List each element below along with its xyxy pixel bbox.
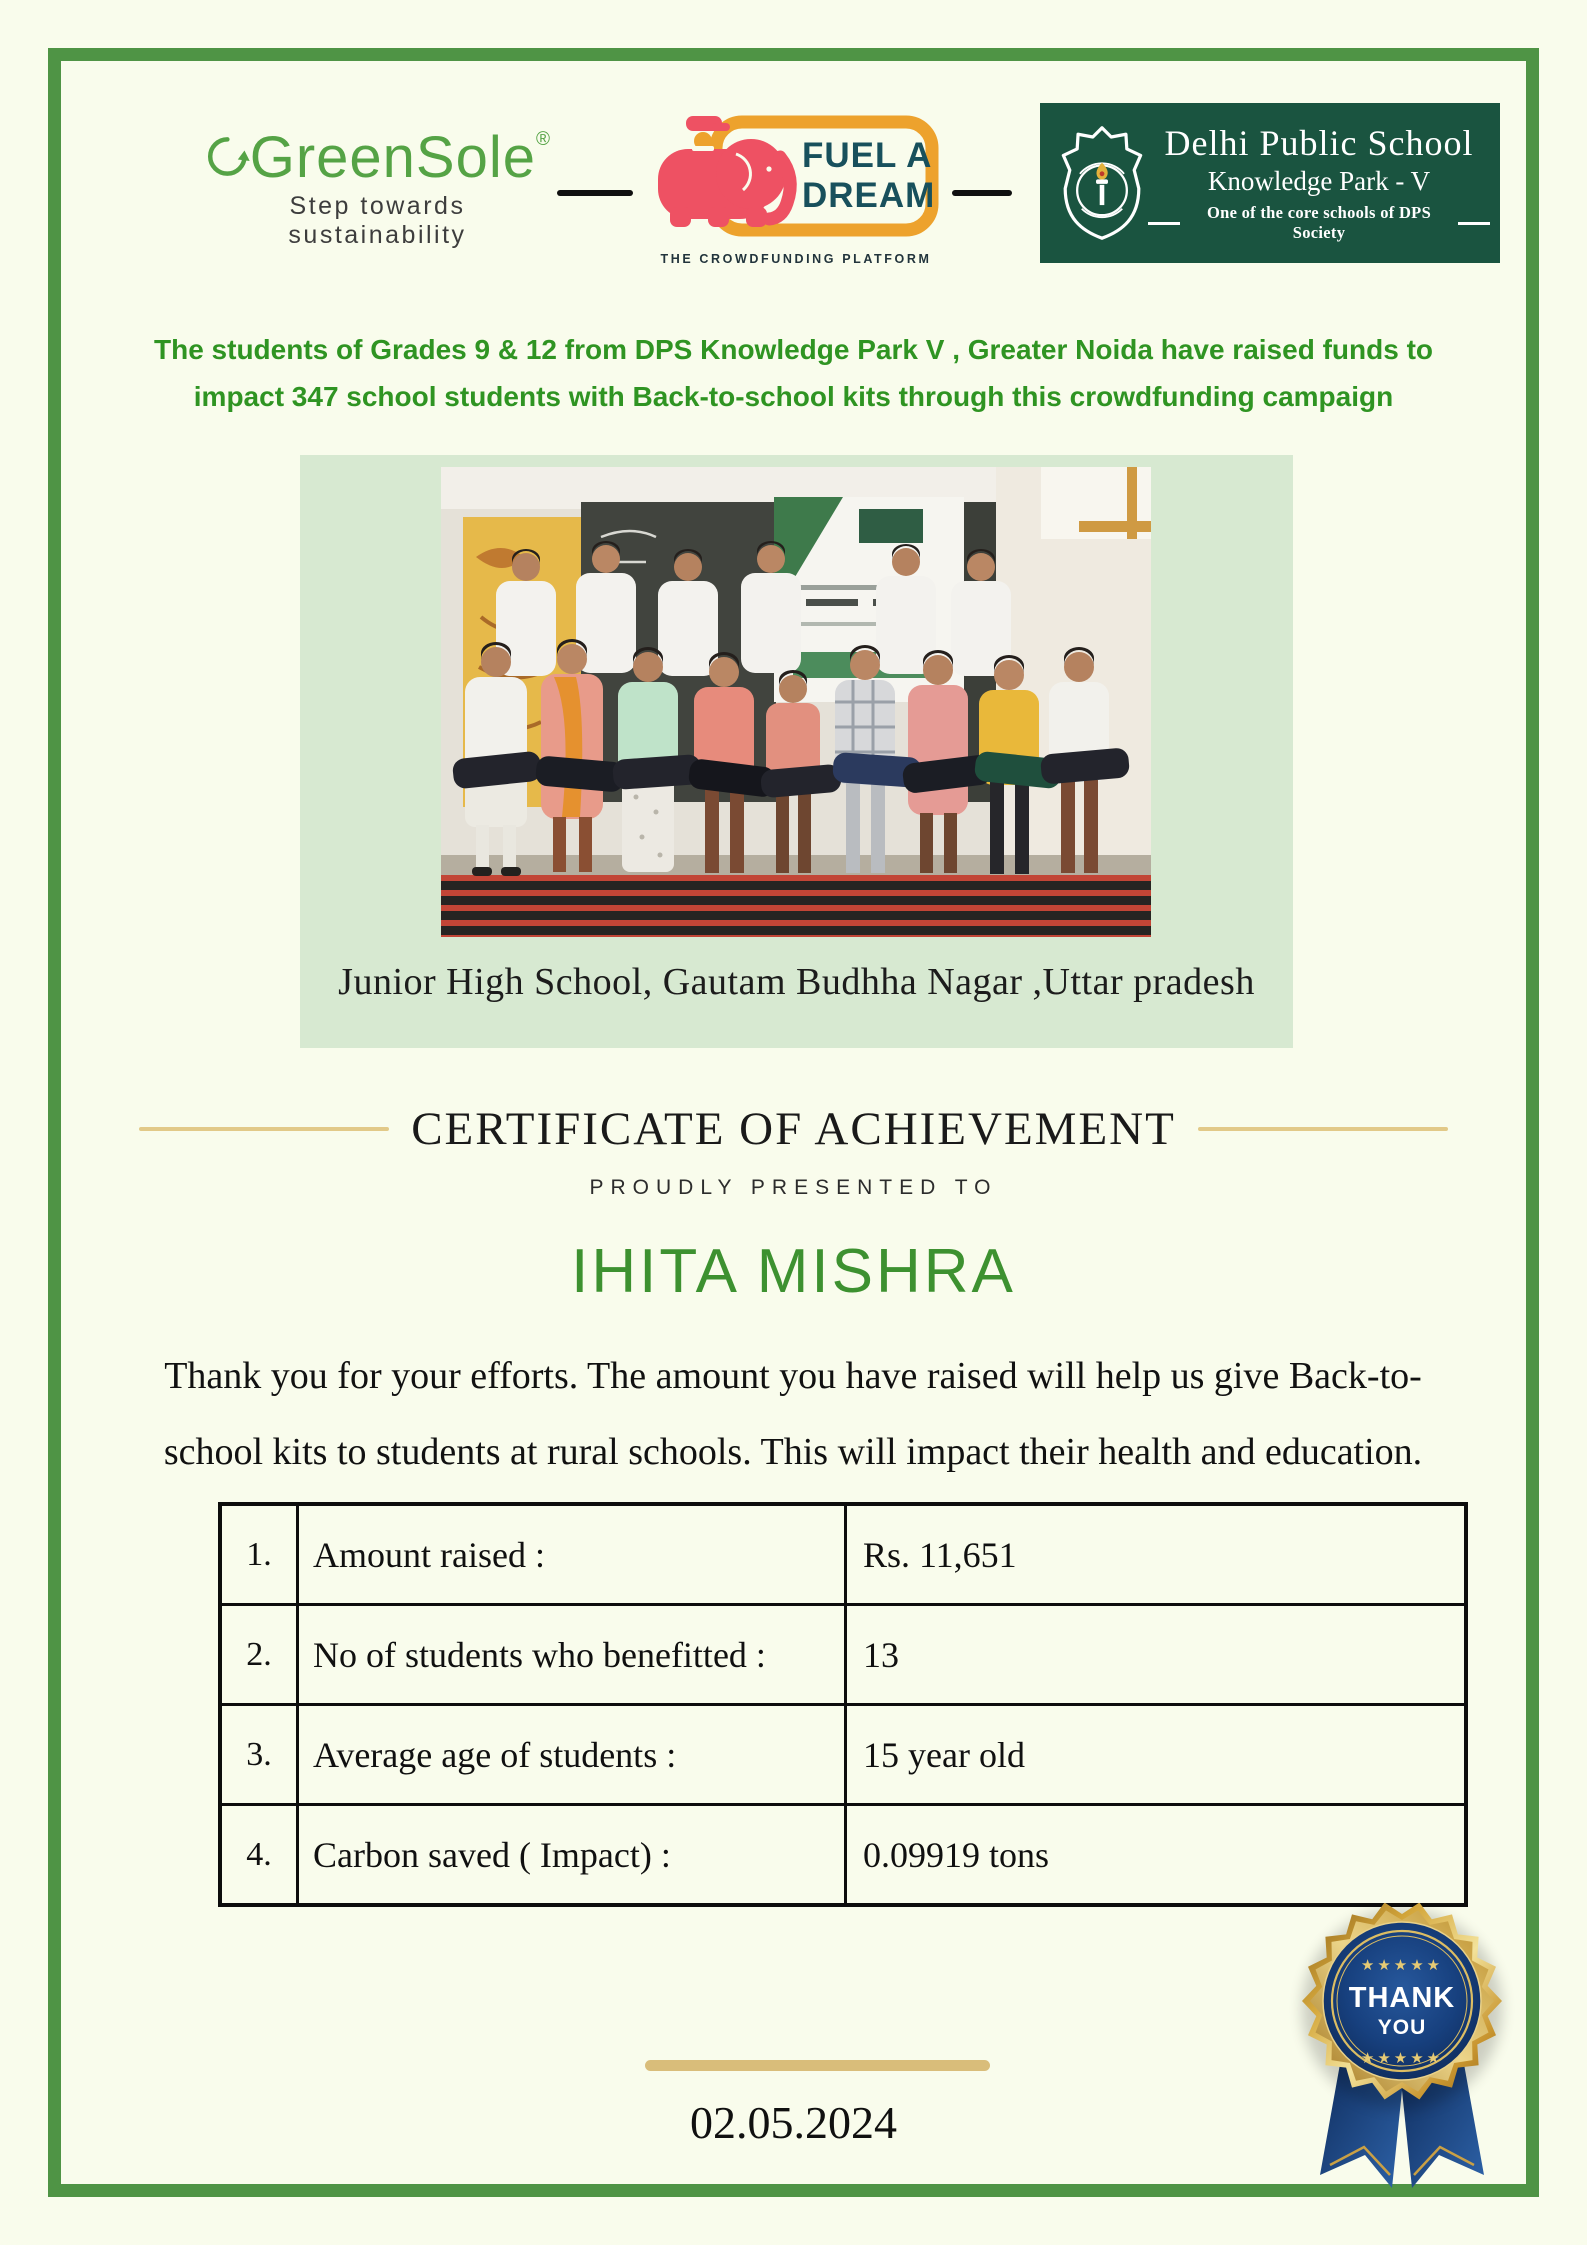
dps-crest-icon xyxy=(1056,121,1148,245)
photo-panel xyxy=(300,455,1293,1048)
table-row xyxy=(220,1805,1466,1906)
row-number: 3. xyxy=(220,1705,298,1805)
dps-divider-dash xyxy=(1458,222,1490,225)
title-decor-line-right xyxy=(1198,1127,1448,1131)
dps-name: Delhi Public School xyxy=(1164,123,1474,163)
row-number: 1. xyxy=(220,1504,298,1605)
message-line-2: school kits to students at rural schools. This will impact their health and education. xyxy=(163,1431,1423,1473)
fuel-a-dream-logo xyxy=(650,112,942,266)
impact-stats-table xyxy=(218,1502,1468,1907)
row-number: 4. xyxy=(220,1805,298,1906)
badge-stars-top: ★★★★★ xyxy=(1360,1958,1444,1974)
greensole-tagline: Step towards sustainability xyxy=(288,192,467,249)
registered-mark: ® xyxy=(536,129,550,150)
thank-you-message xyxy=(68,1338,1518,1490)
fad-tagline: THE CROWDFUNDING PLATFORM xyxy=(660,252,932,266)
photo xyxy=(441,467,1151,937)
row-value: Rs. 11,651 xyxy=(846,1504,1467,1605)
thank-you-badge xyxy=(1272,1903,1532,2203)
row-label: Amount raised : xyxy=(298,1504,846,1605)
message-line-1: Thank you for your efforts. The amount you have raised will help us give Back-to- xyxy=(164,1355,1422,1397)
badge-thank: THANK xyxy=(1348,1982,1456,2014)
row-number: 2. xyxy=(220,1605,298,1705)
intro-line-2: impact 347 school students with Back-to-school kits through this crowdfunding campaign xyxy=(193,381,1394,413)
title-decor-line-left xyxy=(139,1127,389,1131)
dps-divider-dash xyxy=(1148,222,1180,225)
greensole-wordmark-text: GreenSole xyxy=(249,125,536,190)
greensole-wordmark xyxy=(205,125,550,190)
row-value: 0.09919 tons xyxy=(846,1805,1467,1906)
table-row xyxy=(220,1705,1466,1805)
intro-line-1: The students of Grades 9 & 12 from DPS Knowledge Park V , Greater Noida have raised funds to xyxy=(154,334,1433,365)
greensole-arrow-g-icon xyxy=(205,128,250,188)
table-row xyxy=(220,1504,1466,1605)
certificate-title: CERTIFICATE OF ACHIEVEMENT xyxy=(411,1103,1176,1155)
table-row xyxy=(220,1605,1466,1705)
recipient-name: IHITA MISHRA xyxy=(571,1237,1016,1306)
row-value: 15 year old xyxy=(846,1705,1467,1805)
fad-line2: DREAM xyxy=(802,176,936,215)
students-photo-illustration xyxy=(441,467,1151,937)
row-value: 13 xyxy=(846,1605,1467,1705)
date: 02.05.2024 xyxy=(690,2097,897,2148)
fad-line1: FUEL A xyxy=(802,136,933,175)
intro-paragraph xyxy=(70,326,1517,420)
badge-you: YOU xyxy=(1377,2016,1427,2039)
logo-divider xyxy=(557,190,633,196)
footer-decor-line xyxy=(645,2060,990,2071)
logo-divider xyxy=(952,190,1012,196)
row-label: Carbon saved ( Impact) : xyxy=(298,1805,846,1906)
photo-caption: Junior High School, Gautam Budhha Nagar ,Uttar pradesh xyxy=(338,961,1255,1003)
presented-to-label: PROUDLY PRESENTED TO xyxy=(589,1176,998,1199)
fuel-a-dream-mark-icon xyxy=(650,112,942,244)
badge-stars-bottom: ★★★★★ xyxy=(1360,2051,1444,2067)
row-label: Average age of students : xyxy=(298,1705,846,1805)
thank-you-rosette-icon xyxy=(1272,1903,1532,2203)
dps-society-line: One of the core schools of DPS Society xyxy=(1206,203,1432,242)
dps-branch: Knowledge Park - V xyxy=(1207,166,1431,196)
row-label: No of students who benefitted : xyxy=(298,1605,846,1705)
certificate-title-row xyxy=(0,1102,1587,1156)
greensole-logo xyxy=(205,125,550,250)
dps-logo xyxy=(1040,103,1500,263)
